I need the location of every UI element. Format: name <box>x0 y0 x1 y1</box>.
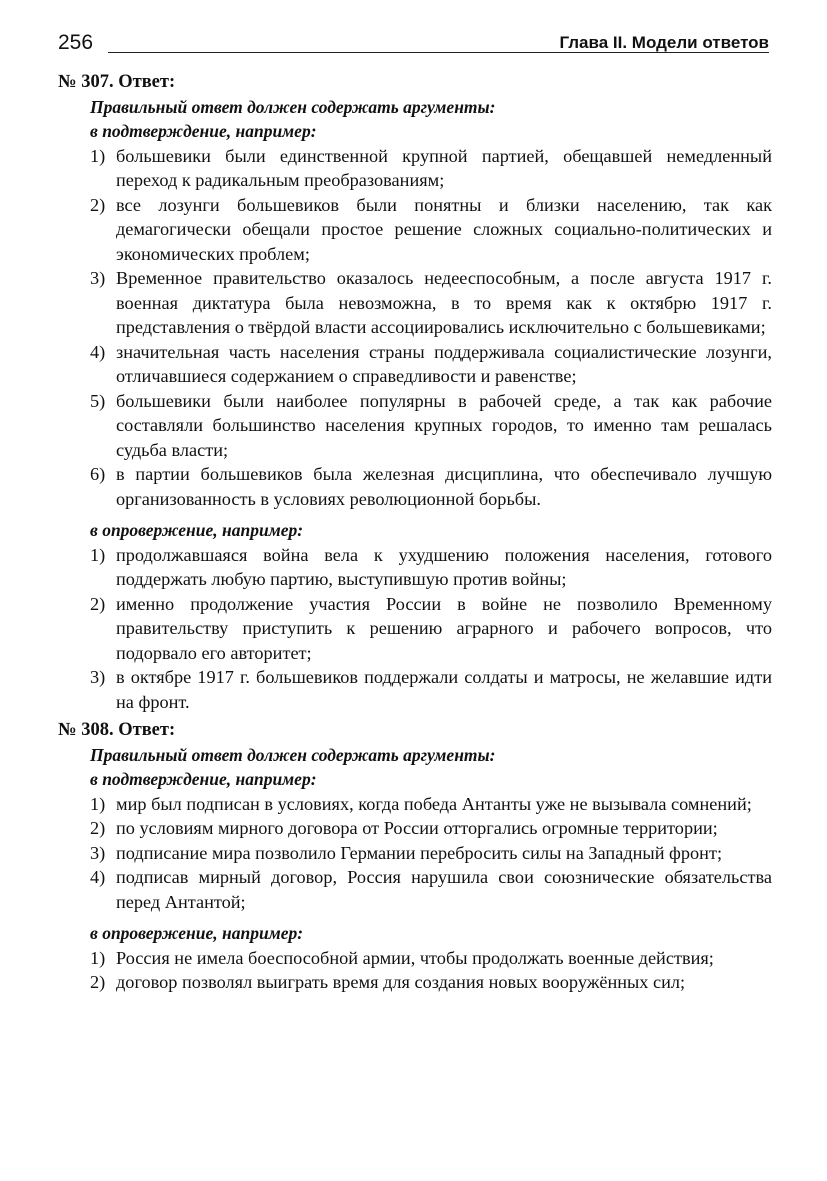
item-text: Россия не имела боеспособной армии, чтобы продолжать военные действия; <box>116 947 714 968</box>
list-item <box>58 389 772 463</box>
item-number: 2) <box>90 593 106 614</box>
item-number: 3) <box>90 667 106 687</box>
item-text: продолжавшаяся война вела к ухудшению положения населения, готового поддержать любую партию, выступившую против войны; <box>116 544 772 589</box>
list-item <box>58 841 772 866</box>
refute-list <box>58 946 772 995</box>
answer-heading: № 308. Ответ: <box>58 720 176 740</box>
header-rule <box>108 52 769 53</box>
confirm-list <box>58 144 772 512</box>
chapter-title: Глава II. Модели ответов <box>559 33 769 52</box>
item-number: 6) <box>90 464 106 484</box>
item-text: Временное правительство оказалось недееспособным, а после августа 1917 г. военная диктатура была невозможна, в то время как к октябрю 1917 г. представления о твёрдой власти ассоциировались исключительно с большевиками; <box>116 268 772 337</box>
list-item <box>58 340 772 389</box>
list-item <box>58 665 772 714</box>
answer-intro: Правильный ответ должен содержать аргументы: <box>90 744 496 765</box>
page-header <box>58 22 769 56</box>
item-text: в партии большевиков была железная дисциплина, что обеспечивало лучшую организованность в условиях революционной борьбы. <box>116 464 772 509</box>
item-text: все лозунги большевиков были понятны и близки населению, так как демагогически обещали простое решение сложных социально-политических и экономических проблем; <box>116 194 772 264</box>
page-content <box>58 66 772 995</box>
list-item <box>58 792 772 817</box>
list-item <box>58 816 772 841</box>
item-number: 2) <box>90 972 106 992</box>
answer-intro: Правильный ответ должен содержать аргументы: <box>90 96 496 117</box>
item-text: большевики были наиболее популярны в рабочей среде, а так как рабочие составляли большинство населения крупных городов, то именно там решалась судьба власти; <box>116 390 772 460</box>
item-text: по условиям мирного договора от России отторгались огромные территории; <box>116 818 718 838</box>
list-item <box>58 144 772 193</box>
item-number: 4) <box>90 867 106 887</box>
item-number: 5) <box>90 390 106 411</box>
list-item <box>58 266 772 340</box>
answer-307 <box>58 70 772 714</box>
refute-label: в опровержение, например: <box>90 923 304 943</box>
item-text: договор позволял выиграть время для создания новых вооружённых сил; <box>116 972 686 992</box>
list-item <box>58 193 772 267</box>
confirm-list <box>58 792 772 915</box>
item-number: 3) <box>90 842 106 863</box>
list-item <box>58 970 772 995</box>
item-number: 1) <box>90 145 106 166</box>
item-text: большевики были единственной крупной партией, обещавшей немедленный переход к радикальным преобразованиям; <box>116 145 772 190</box>
item-number: 3) <box>90 268 106 288</box>
list-item <box>58 865 772 914</box>
item-number: 2) <box>90 194 106 215</box>
item-number: 1) <box>90 793 106 814</box>
list-item <box>58 543 772 592</box>
list-item <box>58 592 772 666</box>
confirm-label: в подтверждение, например: <box>90 769 317 789</box>
item-text: подписав мирный договор, Россия нарушила свои союзнические обязательства перед Антантой; <box>116 867 772 912</box>
item-number: 1) <box>90 544 106 565</box>
item-text: значительная часть населения страны поддерживала социалистические лозунги, отличавшиеся содержанием о справедливости и равенстве; <box>116 341 772 386</box>
refute-list <box>58 543 772 715</box>
refute-label: в опровержение, например: <box>90 520 304 540</box>
answer-heading: № 307. Ответ: <box>58 72 176 92</box>
item-number: 4) <box>90 341 106 362</box>
item-text: именно продолжение участия России в войне не позволило Временному правительству приступить к решению аграрного и рабочего вопросов, что подорвало его авторитет; <box>116 593 772 663</box>
item-number: 2) <box>90 818 106 838</box>
item-text: подписание мира позволило Германии перебросить силы на Западный фронт; <box>116 842 723 863</box>
page-number: 256 <box>58 31 94 54</box>
list-item <box>58 462 772 511</box>
answer-308 <box>58 718 772 995</box>
list-item <box>58 946 772 971</box>
item-number: 1) <box>90 947 106 968</box>
item-text: мир был подписан в условиях, когда победа Антанты уже не вызывала сомнений; <box>116 793 752 814</box>
confirm-label: в подтверждение, например: <box>90 121 317 141</box>
item-text: в октябре 1917 г. большевиков поддержали солдаты и матросы, не желавшие идти на фронт. <box>116 667 772 712</box>
